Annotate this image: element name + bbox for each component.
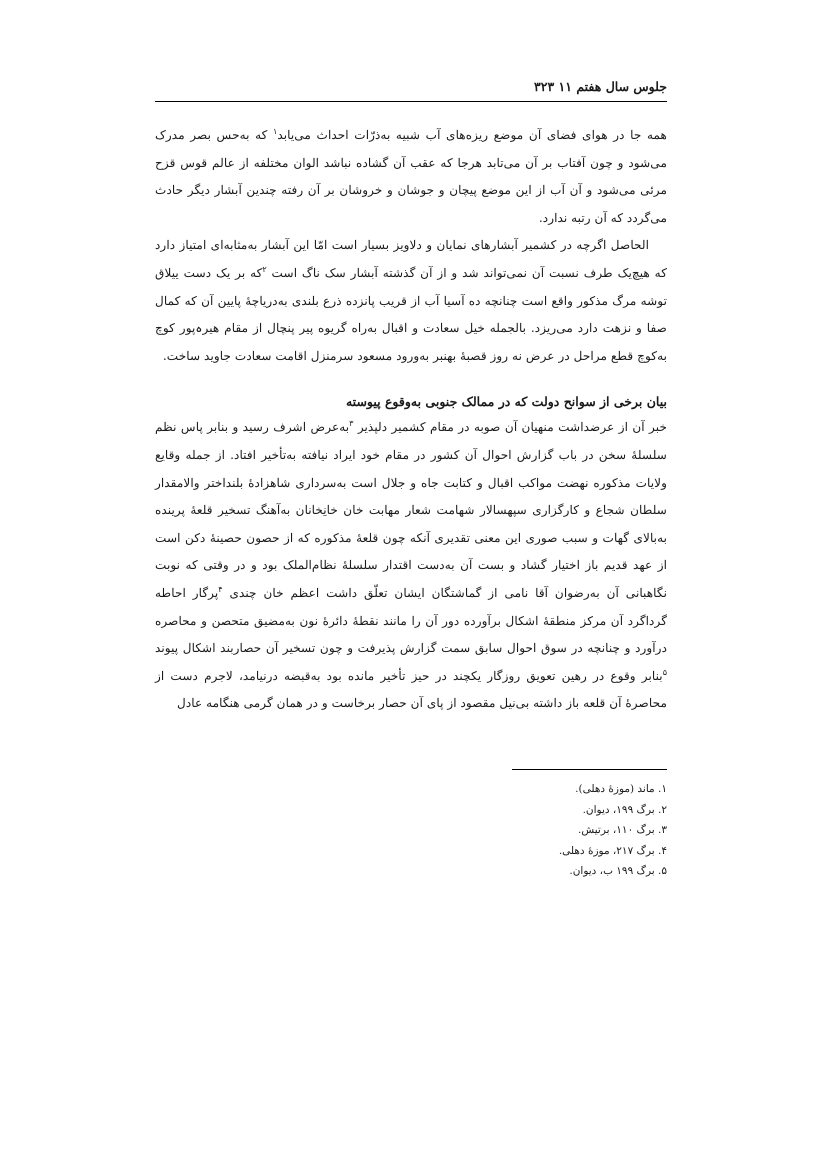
paragraph-3-text-a: خبر آن از عرضداشت منهیان آن صوبه در مقام کشمیر دلپذیر <box>353 420 667 435</box>
footnote-5: ۵. برگ ۱۹۹ ب، دیوان. <box>569 865 667 877</box>
footnote-ref-5[interactable]: ۵ <box>662 667 667 677</box>
footnote-2: ۲. برگ ۱۹۹، دیوان. <box>582 803 667 816</box>
paragraph-2 <box>155 232 667 370</box>
paragraph-1-text-b: که به‌حس بصر مدرک می‌شود و چون آفتاب بر آن می‌تابد هرجا که عقب آن گشاده نباشد الوان مختلفه از عالم قوس قزح مرئی می‌شود و آن آب از این موضع پیچان و جوشان و خروشان بر آن رفته چندین آبشار دیگر حادث می‌گردد که آن رتبه ندارد. <box>155 128 667 225</box>
section-title: بیان برخی از سوانح دولت که در ممالک جنوبی به‌وقوع پیوسته <box>345 394 667 410</box>
paragraph-1-text-a: همه جا در هوای فضای آن موضع ریزه‌های آب شبیه به‌ذرّات احداث می‌یابد <box>277 128 667 142</box>
footnote-ref-3[interactable]: ۳ <box>349 419 354 429</box>
footnote-ref-4[interactable]: ۴ <box>218 584 223 594</box>
paragraph-3-text-b: به‌عرض اشرف رسید و بنابر پاس نظم سلسلهٔ سخن در باب گزارش احوال آن کشور در مقام خود ایراد نیافته به‌تأخیر افتاد. از جمله وقایع ولایات مذکوره نهضت مواکب اقبال و کتابت جاه و جلال است به‌سرداری شاهزادهٔ بلنداختر والامقدار سلطان شجاع و کارگزاری سپهسالار شهامت شعار مهابت خان خانِخانان به‌آهنگ تسخیر قلعهٔ پرینده به‌بالای گهات و سبب صوری این معنی تقدیری آنکه چون قلعهٔ مذکوره که از حصون حصینهٔ دکن است از عهد قدیم باز اختیار گشاد و بست آن به‌دست اقتدار سلسلهٔ نظام‌الملک بود و در وقتی که نوبت نگاهبانی آن به‌رضوان آقا نامی از گماشتگان ایشان تعلّق داشت اعظم خان چندی <box>155 420 667 600</box>
paragraph-2-text-a: الحاصل اگرچه در کشمیر آبشارهای نمایان و دلاویز بسیار است امّا این آبشار به‌مثابه‌ای امتیاز دارد که هیچ‌یک طرف نسبت آن نمی‌تواند شد و از آن گذشته آبشار سک ناگ است <box>155 238 667 280</box>
paragraph-1 <box>155 122 667 232</box>
footnote-4: ۴. برگ ۲۱۷، موزهٔ دهلی. <box>558 844 667 857</box>
paragraph-3 <box>155 414 667 718</box>
footnote-rule <box>512 769 667 770</box>
paragraph-2-text-b: که بر یک دست ییلاق توشه مرگ مذکور واقع است چنانچه ده آسیا آب از قریب پانزده ذرع بلندی به‌دریاچهٔ پایین آن که کمال صفا و نزهت دارد می‌ریزد. بالجمله خیل سعادت و اقبال به‌راه گریوه پیر پنچال از مقام هیرہ‌پور کوچ به‌کوچ قطع مراحل در عرض نه روز قصبهٔ بهنبر به‌ورود مسعود سرمنزل اقامت سعادت جاوید ساخت. <box>155 265 667 363</box>
main-text <box>155 122 667 718</box>
paragraph-3-text-c: پرگار احاطه گرداگرد آن مرکز منطقهٔ اشکال برآورده دور آن را مانند نقطهٔ دائرهٔ نون به‌مضیق متحصن و محاصره درآورد و چنانچه در سوق احوال سابق سمت گزارش پذیرفت و چون تسخیر آن حصاربند اشکال پیوند <box>155 585 667 656</box>
running-head: جلوس سال هفتم ۱۱ ۳۲۳ <box>534 79 667 94</box>
footnote-ref-1[interactable]: ۱ <box>273 126 278 136</box>
paragraph-3-text-d: بنابر وقوع در رهین تعویق روزگار یکچند در حیز تأخیر مانده بود به‌قبضه درنیامد، لاجرم دست از محاصرهٔ آن قلعه باز داشته بی‌نیل مقصود از پای آن حصار برخاست و در همان گرمی هنگامه عادل <box>155 668 667 711</box>
footnote-1: ۱. ماند (موزهٔ دهلی). <box>575 783 667 795</box>
footnote-3: ۳. برگ ۱۱۰، برتیش. <box>578 824 667 836</box>
header-rule <box>155 101 667 102</box>
footnotes-list <box>367 779 667 882</box>
footnote-ref-2[interactable]: ۲ <box>262 264 267 274</box>
